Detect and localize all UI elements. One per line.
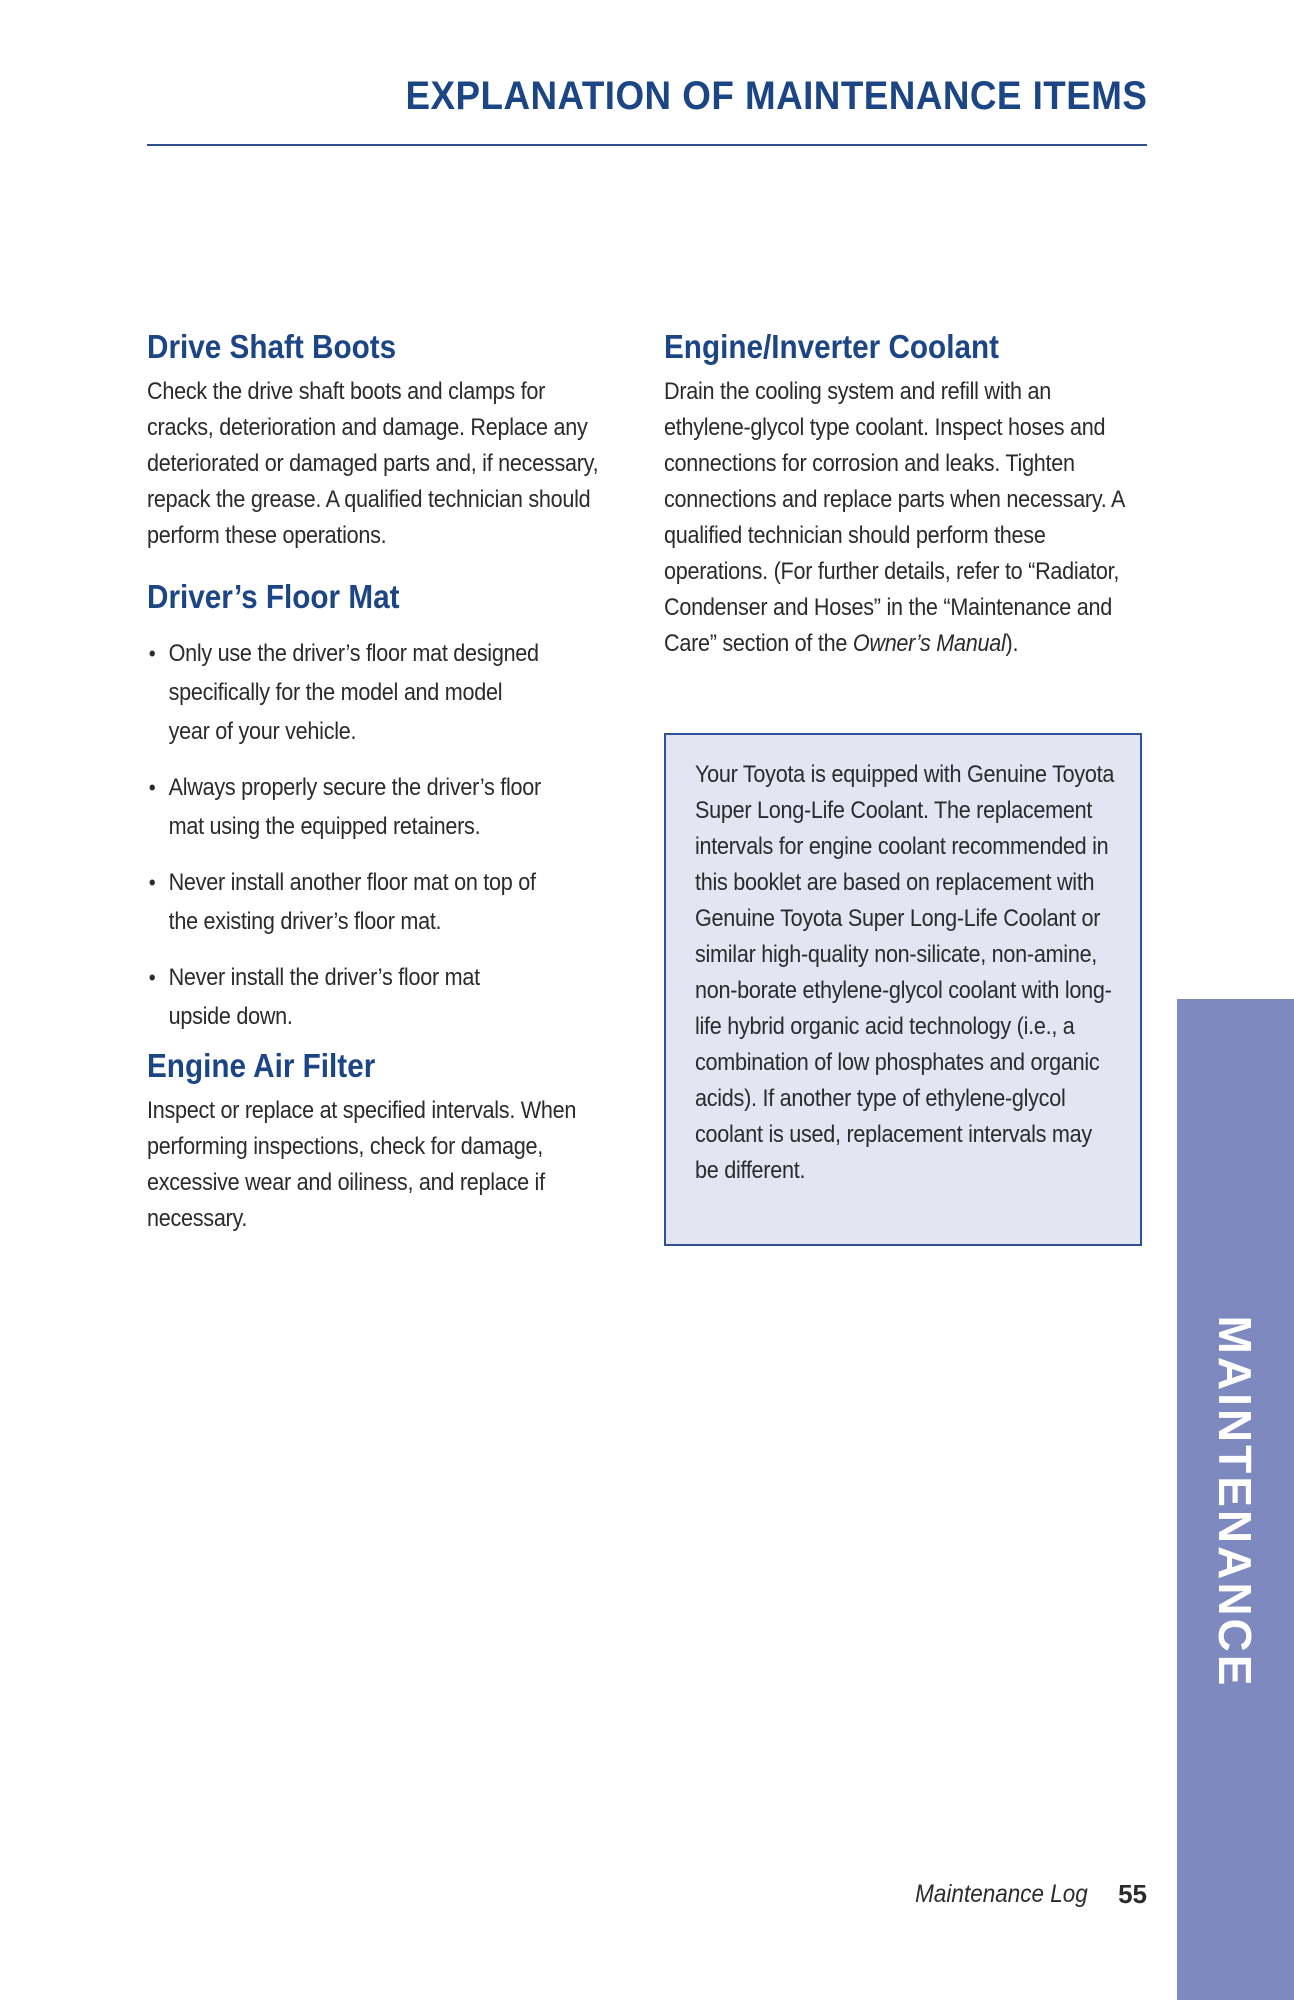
section-engine-air-filter — [147, 1045, 627, 1237]
heading-engine-inverter-coolant: Engine/Inverter Coolant — [664, 328, 999, 365]
page-title: EXPLANATION OF MAINTENANCE ITEMS — [405, 74, 1147, 118]
title-divider — [147, 144, 1147, 146]
list-item — [147, 768, 547, 846]
list-item — [147, 863, 547, 941]
left-column — [147, 326, 627, 1237]
list-item-text: Never install the driver’s floor mat upside down. — [168, 964, 480, 1030]
heading-engine-air-filter: Engine Air Filter — [147, 1047, 376, 1084]
bullet-icon: • — [148, 870, 156, 895]
bullet-icon: • — [148, 641, 156, 666]
floor-mat-bullet-list — [147, 634, 615, 1036]
list-item — [147, 958, 547, 1036]
side-tab-label: MAINTENANCE — [1209, 1315, 1261, 1689]
text-engine-inverter-coolant — [664, 374, 1141, 662]
text-drive-shaft-boots: Check the drive shaft boots and clamps for cracks, deterioration and damage. Replace any deteriorated or damaged parts and, if necessary, repack the grease. A qualified technician should perform these operations. — [147, 378, 599, 549]
section-engine-inverter-coolant — [664, 326, 1146, 662]
list-item-text: Never install another floor mat on top of the existing driver’s floor mat. — [168, 869, 536, 935]
right-column — [664, 326, 1146, 662]
list-item — [147, 634, 547, 751]
list-item-text: Only use the driver’s floor mat designed specifically for the model and model year of your vehicle. — [168, 640, 539, 745]
owners-manual-reference: Owner’s Manual — [852, 630, 1006, 657]
heading-drive-shaft-boots: Drive Shaft Boots — [147, 328, 397, 365]
section-drive-shaft-boots — [147, 326, 627, 554]
coolant-text-end: ). — [1005, 630, 1019, 657]
page-number: 55 — [1118, 1879, 1147, 1909]
text-engine-air-filter: Inspect or replace at specified intervals. When performing inspections, check for damage, excessive wear and oiliness, and replace if necessary. — [147, 1097, 577, 1232]
section-drivers-floor-mat — [147, 576, 627, 1036]
bullet-icon: • — [148, 965, 156, 990]
footer-section-label: Maintenance Log — [915, 1880, 1088, 1908]
bullet-icon: • — [148, 775, 156, 800]
coolant-text-main: Drain the cooling system and refill with an ethylene-glycol type coolant. Inspect hoses and connections for corrosion and leaks. Tighten connections and replace parts when necessary. A qualified technician should perform these operations. (For further details, refer to “Radiator, Condenser and Hoses” in the “Maintenance and Care” section of the — [664, 378, 1125, 657]
coolant-note-text: Your Toyota is equipped with Genuine Toyota Super Long-Life Coolant. The replacement intervals for engine coolant recommended in this booklet are based on replacement with Genuine Toyota Super Long-Life Coolant or similar high-quality non-silicate, non-amine, non-borate ethylene-glycol coolant with long-life hybrid organic acid technology (i.e., a combination of low phosphates and organic acids). If another type of ethylene-glycol coolant is used, replacement intervals may be different. — [695, 761, 1115, 1184]
heading-drivers-floor-mat: Driver’s Floor Mat — [147, 578, 400, 615]
list-item-text: Always properly secure the driver’s floor mat using the equipped retainers. — [168, 774, 541, 840]
coolant-note-box — [664, 733, 1142, 1246]
